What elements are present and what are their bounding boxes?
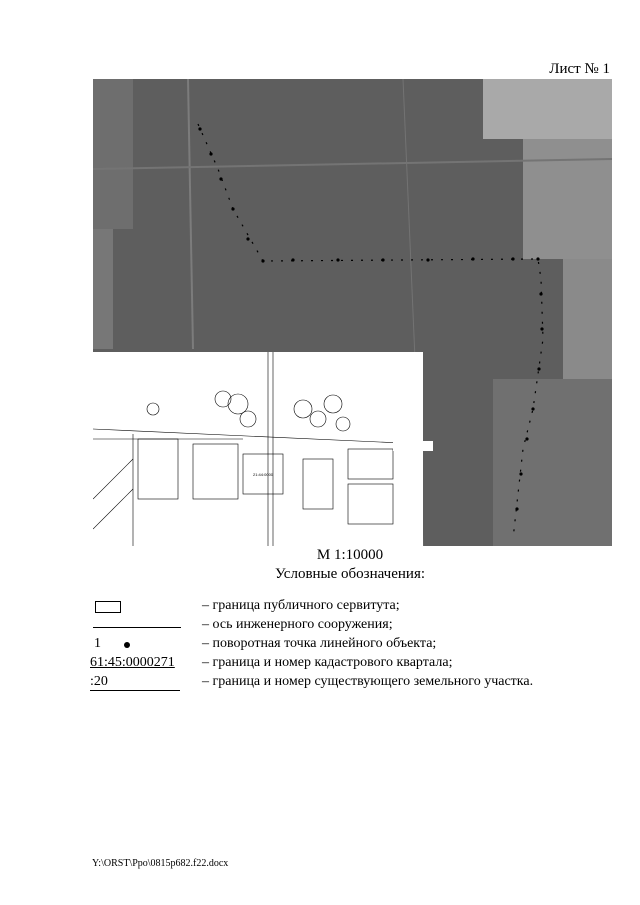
legend xyxy=(90,598,610,693)
legend-row-parcel xyxy=(90,674,610,693)
map-light-area xyxy=(523,139,612,259)
legend-description: – граница и номер кадастрового квартала; xyxy=(202,655,453,670)
map-inset-label: 21:44:0000 xyxy=(253,472,274,477)
line-symbol xyxy=(93,627,181,628)
map-image xyxy=(93,79,612,546)
map-light-area xyxy=(93,229,113,349)
legend-row-axis xyxy=(90,617,610,636)
sheet-label: Лист № 1 xyxy=(549,61,610,77)
footer-file-path: Y:\ORST\Ppo\0815p682.f22.docx xyxy=(92,858,229,869)
rectangle-symbol xyxy=(95,601,121,613)
legend-title: Условные обозначения: xyxy=(274,566,426,582)
parcel-number: :20 xyxy=(90,674,108,689)
legend-row-easement xyxy=(90,598,610,617)
legend-description: – поворотная точка линейного объекта; xyxy=(202,636,437,651)
map-scale: М 1:10000 xyxy=(316,547,384,563)
point-number: 1 xyxy=(94,636,101,651)
point-dot-icon xyxy=(124,642,130,648)
map-inset-strip xyxy=(393,441,433,451)
map-light-area xyxy=(93,79,133,229)
legend-row-point xyxy=(90,636,610,655)
legend-symbol-point xyxy=(90,636,182,655)
legend-row-block xyxy=(90,655,610,674)
parcel-line-symbol xyxy=(90,690,180,691)
map-light-area xyxy=(483,79,612,139)
map-light-area xyxy=(493,379,612,546)
legend-description: – ось инженерного сооружения; xyxy=(202,617,393,632)
legend-symbol-parcel xyxy=(90,674,182,693)
map-graphic xyxy=(93,79,612,546)
legend-description: – граница и номер существующего земельного участка. xyxy=(202,674,534,689)
block-number: 61:45:0000271 xyxy=(90,655,175,670)
legend-symbol-line xyxy=(90,617,182,636)
legend-symbol-block xyxy=(90,655,182,674)
map-road xyxy=(188,79,193,349)
legend-description: – граница публичного сервитута; xyxy=(202,598,400,613)
legend-symbol-rectangle xyxy=(90,598,182,617)
